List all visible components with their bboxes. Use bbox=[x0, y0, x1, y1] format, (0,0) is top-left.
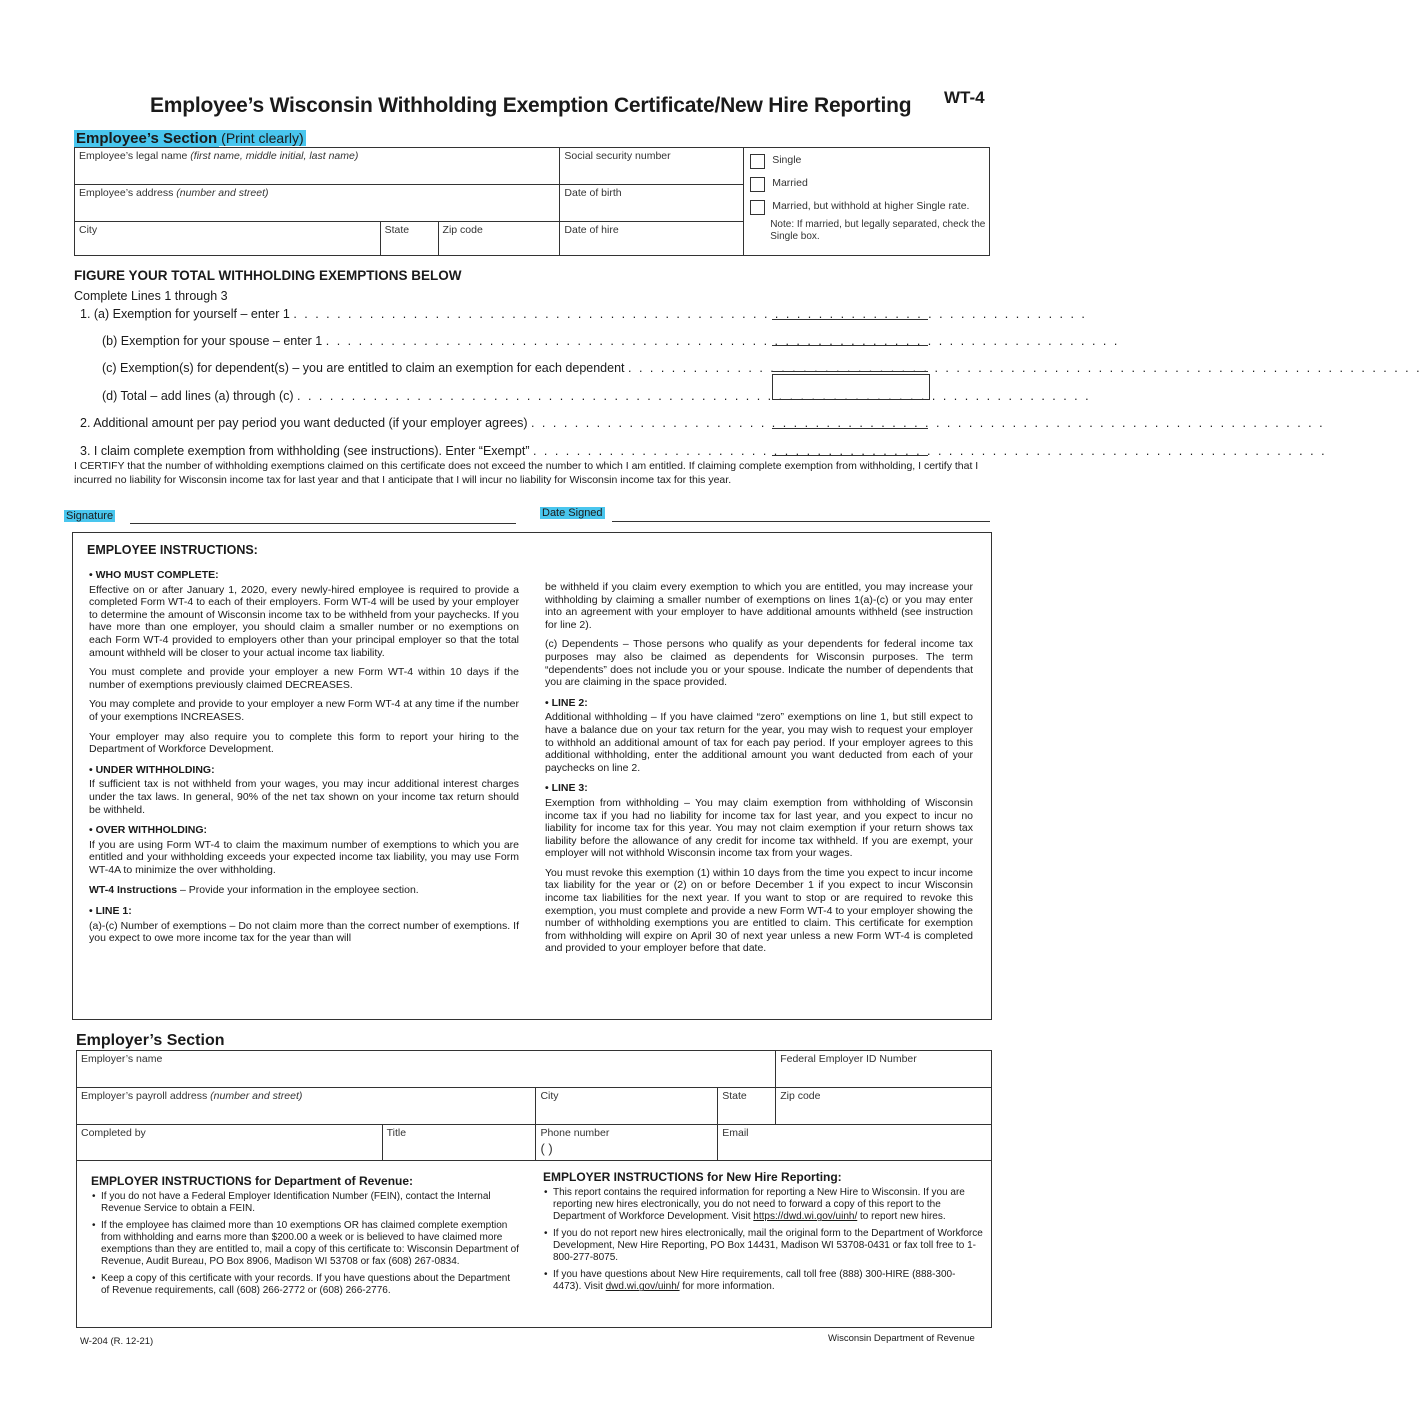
separated-note: Note: If married, but legally separated, check the Single box. bbox=[770, 219, 986, 242]
email-label: Email bbox=[722, 1127, 749, 1139]
line-1-text: (a)-(c) Number of exemptions – Do not claim more than the correct number of exemptions. If you expect to owe more income tax for the year than will bbox=[89, 919, 519, 945]
dor-instructions-heading: EMPLOYER INSTRUCTIONS for Department of Revenue: bbox=[91, 1174, 414, 1188]
date-signed-input[interactable] bbox=[612, 520, 990, 522]
leader-dots: . . . . . . . . . . . . . . . . . . . . . . . . . . . . . . . . . . . . . . . . . . . . . . . . . . . . . . . . . . . . . . . . . . . . . . . . . bbox=[628, 361, 1422, 375]
dor-instructions bbox=[91, 1174, 521, 1302]
married-label: Married bbox=[772, 177, 808, 189]
dob-label: Date of birth bbox=[564, 187, 622, 199]
line-1b bbox=[80, 334, 1120, 348]
employee-section-heading bbox=[74, 130, 306, 147]
dependents-text: (c) Dependents – Those persons who qualify as your dependents for federal income tax purposes may also be claimed as dependents for Wisconsin purposes. The term “dependents” does not include you or your spouse. Indicate the number of dependents that you are claiming in the space provided. bbox=[545, 638, 973, 689]
line-3 bbox=[80, 444, 1327, 458]
fein-label: Federal Employer ID Number bbox=[780, 1053, 917, 1065]
employer-address-field[interactable] bbox=[77, 1088, 536, 1125]
employee-address-label: Employee’s address bbox=[79, 187, 177, 199]
line-1b-label: (b) Exemption for your spouse – enter 1 bbox=[102, 334, 323, 348]
state-label: State bbox=[384, 224, 410, 236]
leader-dots: . . . . . . . . . . . . . . . . . . . . . . . . . . . . . . . . . . . . . . . . . . . . . . . . . . . . . . . . . . . . . . . . . . . . . . . . . bbox=[532, 444, 1327, 458]
new-hire-item-2: • If you do not report new hires electronically, mail the original form to the Department of Workforce Development, New Hire Reporting, PO Box 14431, Madison WI 53708-0431 or fax toll free to 1-800-277-8075. bbox=[553, 1228, 983, 1264]
line-2-heading: • LINE 2: bbox=[545, 696, 588, 709]
line-1a-label: 1. (a) Exemption for yourself – enter 1 bbox=[80, 307, 290, 321]
married-higher-rate-checkbox[interactable] bbox=[750, 200, 765, 215]
line-3-input[interactable] bbox=[772, 454, 928, 456]
new-hire-item-1 bbox=[553, 1187, 983, 1223]
employer-name-field[interactable] bbox=[77, 1051, 776, 1088]
employer-state-label: State bbox=[722, 1090, 747, 1102]
employer-instructions-box bbox=[76, 1160, 992, 1328]
title-label: Title bbox=[386, 1127, 407, 1139]
who-paragraph-3: You may complete and provide to your employer a new Form WT-4 at any time if the number of your exemptions INCREASES. bbox=[89, 698, 519, 723]
dob-field[interactable] bbox=[560, 185, 744, 222]
form-id: WT-4 bbox=[944, 88, 985, 107]
line-1b-input[interactable] bbox=[772, 344, 928, 346]
line-2-text: Additional withholding – If you have claimed “zero” exemptions on line 1, but still expect to have a balance due on your tax return for the year, you may wish to request your employer to withhold an additional amount of tax for each pay period. If your employer agrees to this additional withholding, enter the additional amount you want deducted from each of your paychecks on line 2. bbox=[545, 711, 973, 774]
instructions-left-column bbox=[89, 569, 519, 952]
employer-section-heading: Employer’s Section bbox=[76, 1032, 225, 1049]
employer-zip-field[interactable] bbox=[776, 1088, 992, 1125]
completed-by-label: Completed by bbox=[81, 1127, 146, 1139]
hire-date-field[interactable] bbox=[560, 222, 744, 256]
over-withholding-text: If you are using Form WT-4 to claim the maximum number of exemptions to which you are entitled and your withholding exceeds your expected income tax liability, you may use Form WT-4A to minimize the over withholding. bbox=[89, 838, 519, 876]
new-hire-item-3-end: for more information. bbox=[679, 1281, 775, 1293]
employee-address-field[interactable] bbox=[75, 185, 560, 222]
employer-info-table bbox=[76, 1050, 992, 1161]
employer-name-label: Employer’s name bbox=[81, 1053, 163, 1065]
employee-name-field[interactable] bbox=[75, 148, 560, 185]
dor-item-1: • If you do not have a Federal Employer Identification Number (FEIN), contact the Internal Revenue Service to obtain a FEIN. bbox=[101, 1191, 521, 1215]
employer-state-field[interactable] bbox=[718, 1088, 776, 1125]
who-must-complete-heading: • WHO MUST COMPLETE: bbox=[89, 569, 219, 581]
line-2-label: 2. Additional amount per pay period you want deducted (if your employer agrees) bbox=[80, 416, 528, 430]
ssn-label: Social security number bbox=[564, 150, 671, 162]
fein-field[interactable] bbox=[776, 1051, 992, 1088]
new-hire-instructions-heading: EMPLOYER INSTRUCTIONS for New Hire Reporting: bbox=[543, 1170, 842, 1184]
new-hire-info-link[interactable]: dwd.wi.gov/uinh/ bbox=[605, 1281, 680, 1293]
dor-item-3: • Keep a copy of this certificate with your records. If you have questions about the Department of Revenue requirements, call (608) 266-2772 or (608) 266-2776. bbox=[101, 1273, 521, 1297]
line-3-text-2: You must revoke this exemption (1) within 10 days from the time you expect to incur income tax liability for the year or (2) on or before December 1 if you expect to incur Wisconsin income tax liabilities for the next year. If you want to stop or are required to revoke this exemption, you must complete and provide a new Form WT-4 to your employer showing the number of withholding exemptions you are entitled to claim. This certificate for exemption from withholding will expire on April 30 of next year unless a new Form WT-4 is completed and provided to your employer before that date. bbox=[545, 866, 973, 955]
form-title: Employee’s Wisconsin Withholding Exemption Certificate/New Hire Reporting bbox=[150, 94, 912, 117]
line-3-text-1: Exemption from withholding – You may claim exemption from withholding of Wisconsin income tax if you had no liability for income tax for last year, and you expect to incur no liability for income tax for this year. You may not claim exemption if your return shows tax liability before the allowance of any credit for income tax withheld. If you are exempt, your employer will not withhold Wisconsin income tax from your wages. bbox=[545, 796, 973, 860]
exemptions-title: FIGURE YOUR TOTAL WITHHOLDING EXEMPTIONS BELOW bbox=[74, 268, 462, 283]
leader-dots: . . . . . . . . . . . . . . . . . . . . . . . . . . . . . . . . . . . . . . . . . . . . . . . . . . . . . . . . . . . . . . . . . . . . . . . . . bbox=[297, 389, 1091, 403]
employee-name-label: Employee’s legal name bbox=[79, 150, 191, 162]
line-1a bbox=[80, 307, 1087, 321]
under-withholding-heading: • UNDER WITHHOLDING: bbox=[89, 763, 215, 776]
line-1-continued-text: be withheld if you claim every exemption to which you are entitled, you may increase your withholding by claiming a smaller number of exemptions on lines 1(a)-(c) or you may enter into an agreement with your employer to have additional amounts withheld (see instruction for line 2). bbox=[545, 581, 973, 631]
city-field[interactable] bbox=[75, 222, 381, 256]
certification-text: I CERTIFY that the number of withholding exemptions claimed on this certificate does not exceed the number to which I am entitled. If claiming complete exemption from withholding, I certify that I incurred no liability for Wisconsin income tax for last year and that I anticipate that I will incur no liability for Wisconsin income tax for this year. bbox=[74, 460, 979, 486]
form-number: W-204 (R. 12-21) bbox=[80, 1336, 154, 1347]
date-signed-label: Date Signed bbox=[542, 507, 603, 519]
phone-area-code: ( ) bbox=[540, 1141, 553, 1156]
line-2-input[interactable] bbox=[772, 427, 928, 429]
employer-city-label: City bbox=[540, 1090, 559, 1102]
email-field[interactable] bbox=[718, 1125, 992, 1161]
completed-by-field[interactable] bbox=[77, 1125, 383, 1161]
new-hire-instructions bbox=[543, 1170, 983, 1298]
employer-address-hint: (number and street) bbox=[210, 1090, 303, 1102]
exemptions-subtitle: Complete Lines 1 through 3 bbox=[74, 289, 228, 303]
single-checkbox[interactable] bbox=[750, 154, 765, 169]
employee-info-table bbox=[74, 147, 990, 256]
employer-address-label: Employer’s payroll address bbox=[81, 1090, 211, 1102]
leader-dots: . . . . . . . . . . . . . . . . . . . . . . . . . . . . . . . . . . . . . . . . . . . . . . . . . . . . . . . . . . . . . . . . . . . . . . . . . bbox=[530, 416, 1325, 430]
new-hire-item-1-text: This report contains the required information for reporting a New Hire to Wisconsin. If you are reporting new hires electronically, you do not need to forward a copy of this report to the Department of Workforce Development. Visit bbox=[553, 1187, 965, 1223]
city-label: City bbox=[79, 224, 98, 236]
agency-name: Wisconsin Department of Revenue bbox=[828, 1333, 975, 1344]
employee-name-hint: (first name, middle initial, last name) bbox=[190, 150, 359, 162]
line-2 bbox=[80, 416, 1325, 430]
title-field[interactable] bbox=[382, 1125, 536, 1161]
under-withholding-text: If sufficient tax is not withheld from your wages, you may incur additional interest charges under the tax laws. In general, 90% of the net tax shown on your income tax return should be withheld. bbox=[89, 778, 519, 816]
married-checkbox[interactable] bbox=[750, 177, 765, 192]
zip-field[interactable] bbox=[438, 222, 560, 256]
print-clearly-note: (Print clearly) bbox=[221, 130, 304, 146]
zip-label: Zip code bbox=[442, 224, 483, 236]
wt4-instructions-heading: WT-4 Instructions bbox=[89, 884, 178, 897]
line-1c bbox=[80, 361, 1422, 375]
new-hire-item-1-end: to report new hires. bbox=[857, 1211, 946, 1223]
employer-zip-label: Zip code bbox=[780, 1090, 821, 1102]
line-1d-total-input[interactable] bbox=[772, 374, 930, 400]
new-hire-item-3-text: If you have questions about New Hire requirements, call toll free (888) 300-HIRE (888-300-4473). Visit bbox=[553, 1269, 956, 1293]
employee-section-title: Employee’s Section bbox=[76, 130, 218, 147]
phone-field[interactable] bbox=[536, 1125, 718, 1161]
line-3-label: 3. I claim complete exemption from withholding (see instructions). Enter “Exempt” bbox=[80, 444, 530, 458]
line-1c-input[interactable] bbox=[772, 370, 928, 372]
employee-address-hint: (number and street) bbox=[176, 187, 269, 199]
wt4-instructions bbox=[89, 884, 519, 897]
state-field[interactable] bbox=[380, 222, 438, 256]
line-1d-label: (d) Total – add lines (a) through (c) bbox=[102, 389, 294, 403]
who-paragraph-4: Your employer may also require you to complete this form to report your hiring to the Department of Workforce Development. bbox=[89, 730, 519, 756]
line-1c-label: (c) Exemption(s) for dependent(s) – you are entitled to claim an exemption for each dependent bbox=[102, 361, 625, 375]
married-higher-rate-label: Married, but withhold at higher Single rate. bbox=[772, 200, 970, 212]
employer-city-field[interactable] bbox=[536, 1088, 718, 1125]
new-hire-item-3 bbox=[553, 1269, 983, 1293]
phone-label: Phone number bbox=[540, 1127, 610, 1139]
instructions-right-column bbox=[545, 581, 973, 962]
line-1a-input[interactable] bbox=[772, 318, 928, 320]
ssn-field[interactable] bbox=[560, 148, 744, 185]
line-3-heading: • LINE 3: bbox=[545, 782, 588, 795]
leader-dots: . . . . . . . . . . . . . . . . . . . . . . . . . . . . . . . . . . . . . . . . . . . . . . . . . . . . . . . . . . . . . . . . . . . . . . . . . bbox=[293, 307, 1087, 321]
over-withholding-heading: • OVER WITHHOLDING: bbox=[89, 824, 208, 837]
who-paragraph-2: You must complete and provide your employer a new Form WT-4 within 10 days if the number of exemptions previously claimed DECREASES. bbox=[89, 666, 519, 691]
leader-dots: . . . . . . . . . . . . . . . . . . . . . . . . . . . . . . . . . . . . . . . . . . . . . . . . . . . . . . . . . . . . . . . . . . . . . . . . . bbox=[325, 334, 1120, 348]
signature-input[interactable] bbox=[130, 522, 516, 524]
who-paragraph-1: Effective on or after January 1, 2020, every newly-hired employee is required to provide a completed Form WT-4 to each of their employers. Form WT-4 will be used by your employer to determine the amount of Wisconsin income tax to be withheld from your paychecks. If you have more than one employer, you should claim a smaller number or no exemptions on each Form WT-4 provided to employers other than your principal employer so that the total amount withheld will be closer to your actual income tax liability. bbox=[89, 583, 519, 659]
date-signed-label-wrap bbox=[540, 507, 605, 519]
employee-instructions-box bbox=[72, 532, 992, 1020]
dor-item-2: • If the employee has claimed more than 10 exemptions OR has claimed complete exemption from withholding and earns more than $200.00 a week or is believed to have claimed more exemptions than they are entitled to, mail a copy of this certificate to: Wisconsin Department of Revenue, Audit Bureau, PO Box 8906, Madison WI 53708 or fax (608) 267-0834. bbox=[101, 1220, 521, 1268]
employee-instructions-heading: EMPLOYEE INSTRUCTIONS: bbox=[87, 543, 258, 557]
line-1-heading: • LINE 1: bbox=[89, 905, 132, 918]
single-label: Single bbox=[772, 154, 802, 166]
new-hire-report-link[interactable]: https://dwd.wi.gov/uinh/ bbox=[753, 1211, 858, 1223]
signature-label: Signature bbox=[66, 510, 114, 522]
wt4-instructions-text: – Provide your information in the employee section. bbox=[177, 884, 419, 897]
signature-label-wrap bbox=[64, 510, 115, 522]
hire-date-label: Date of hire bbox=[564, 224, 619, 236]
filing-status-box bbox=[744, 148, 990, 256]
line-1d bbox=[80, 389, 1091, 403]
